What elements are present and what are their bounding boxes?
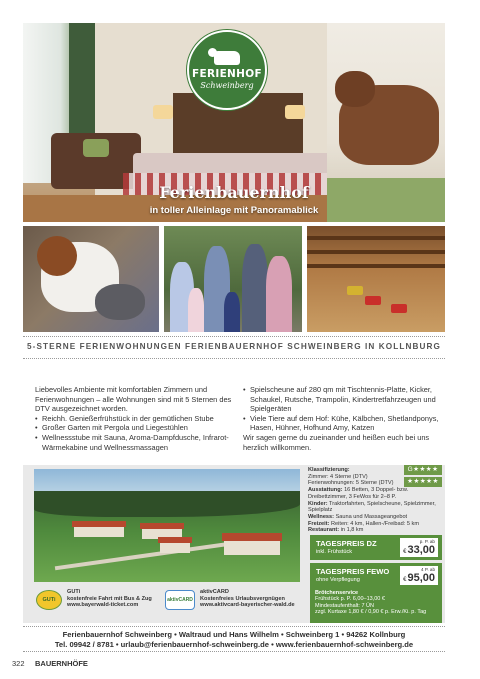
price-subtitle: inkl. Frühstück: [316, 549, 353, 555]
aktivcard-title: aktivCARD: [200, 589, 229, 595]
logo-name: FERIENHOF: [192, 67, 262, 80]
price-title: TAGESPREIS DZ: [316, 539, 377, 548]
photo-family: [164, 226, 302, 332]
divider: [23, 651, 445, 652]
list-item: • Spielscheune auf 280 qm mit Tischtennis-Platte, Kicker, Schaukel, Rutsche, Trampolin, Kindertretfahrzeugen und Spielgeräten: [243, 385, 448, 414]
breakfast-info: [310, 587, 442, 623]
roof-beam: [307, 264, 445, 268]
rating-badge-f: ★★★★★: [404, 477, 442, 487]
currency-symbol: €: [403, 577, 407, 583]
outro-text: Wir sagen gerne du zueinander und heißen euch bei uns herzlich willkommen.: [243, 432, 430, 452]
breakfast-line: Mindestaufenthalt: 7 ÜN: [315, 602, 375, 609]
person: [188, 288, 204, 332]
cow-head-painting: [335, 71, 375, 107]
price-dz: [310, 535, 442, 560]
toy-vehicle: [391, 304, 407, 313]
feature-list: [35, 414, 235, 452]
fact-value: Sauna und Massageangebot: [335, 513, 408, 520]
fact-value: Reiten: 4 km, Hallen-/Freibad: 5 km: [331, 520, 419, 527]
person: [266, 256, 292, 332]
price-box: [400, 566, 438, 585]
hero-title: Ferienbauernhof: [159, 183, 309, 202]
divider: [23, 626, 445, 627]
breakfast-line: zzgl. Kurtaxe 1,80 € / 0,90 € p. Erw./Ki. p. Tag: [315, 609, 427, 616]
farm-roof: [158, 537, 192, 543]
photo-play-barn: [307, 226, 445, 332]
fact-label: Kinder:: [308, 500, 328, 507]
guti-desc: kostenfreie Fahrt mit Bus & Zug: [67, 595, 152, 602]
farm-building: [224, 539, 280, 555]
price-fewo: [310, 563, 442, 588]
contact-line[interactable]: Tel. 09942 / 8781 • urlaub@ferienbauernhof-schweinberg.de • www.ferienbauernhof-schweinberg.de: [54, 640, 414, 649]
aktivcard-info: [200, 589, 308, 609]
kitten: [95, 284, 145, 320]
aktivcard-link[interactable]: www.aktivcard-bayerischer-wald.de: [200, 602, 295, 609]
price-per: 4 P. ab: [421, 567, 435, 572]
divider: [23, 358, 445, 359]
guti-logo-text: GUTi: [42, 597, 56, 603]
person: [224, 292, 240, 332]
currency-symbol: €: [403, 549, 407, 555]
wall-lamp: [153, 105, 173, 119]
cow-icon: [214, 51, 240, 65]
aktivcard-logo: [165, 590, 195, 610]
page-number: 322: [12, 659, 25, 668]
toy-vehicle: [347, 286, 363, 295]
forest: [34, 491, 300, 517]
farm-roof: [140, 523, 184, 529]
list-item: • Großer Garten mit Pergola und Liegestühlen: [35, 423, 235, 433]
wall-lamp: [285, 105, 305, 119]
fact-value: in 1,8 km: [340, 527, 364, 534]
fact-label: Freizeit:: [308, 520, 330, 527]
guti-link[interactable]: www.bayerwald-ticket.com: [67, 602, 139, 609]
aerial-photo: [34, 469, 300, 582]
person: [242, 244, 268, 332]
dog-ear: [37, 236, 77, 276]
photo-dog-and-cat: [23, 226, 159, 332]
hero-subtitle: in toller Alleinlage mit Panoramablick: [149, 205, 319, 216]
amount-value: 33,00: [407, 544, 435, 556]
ferienhof-logo: [187, 30, 267, 110]
description-left: [35, 385, 235, 452]
price-box: [400, 538, 438, 557]
aktivcard-logo-text: aktivCARD: [167, 597, 193, 603]
price-amount: [403, 572, 435, 586]
list-item: • Wellnessstube mit Sauna, Aroma-Dampfdusche, Infrarot-Wärmekabine und Wellnessmassagen: [35, 433, 235, 452]
roof-beam: [307, 250, 445, 254]
price-subtitle: ohne Verpflegung: [316, 577, 360, 583]
rating-badge-g: G★★★★: [404, 465, 442, 475]
cushion: [83, 139, 109, 157]
list-item: • Viele Tiere auf dem Hof: Kühe, Kälbchen, Shetlandponys, Hasen, Hühner, Hofhund Amy, Katzen: [243, 414, 448, 433]
logo-script: Schweinberg: [200, 80, 254, 90]
roof-beam: [307, 236, 445, 240]
fact-label: Klassifizierung:: [308, 467, 350, 473]
price-per: p. P. ab: [419, 539, 435, 544]
fact-value: Ferienwohnungen: 5 Sterne (DTV): [308, 480, 394, 487]
fact-value: Traktorfahrten, Spielscheune, Spielzimmer, Spielplatz: [308, 500, 436, 514]
page-headline: 5-STERNE FERIENWOHNUNGEN FERIENBAUERNHOF SCHWEINBERG IN KOLLNBURG: [26, 342, 441, 351]
fact-label: Wellness:: [308, 513, 335, 520]
divider: [23, 336, 445, 337]
guti-title: GUTi: [67, 589, 81, 595]
feature-list: [243, 385, 448, 433]
amount-value: 95,00: [407, 572, 435, 584]
breakfast-line: Brötchenservice: [315, 590, 359, 596]
contact-line: Ferienbauernhof Schweinberg • Waltraud und Hans Wilhelm • Schweinberg 1 • 94262 Kollnburg: [62, 630, 406, 639]
fact-label: Ausstattung:: [308, 487, 343, 494]
facts-list: [308, 467, 440, 534]
farm-roof: [72, 521, 126, 527]
fact-label: Restaurant:: [308, 527, 340, 534]
guti-logo: [36, 590, 62, 610]
description-right: [243, 385, 448, 452]
section-title: BAUERNHÖFE: [35, 659, 88, 668]
guti-info: [67, 589, 165, 609]
price-title: TAGESPREIS FEWO: [316, 567, 390, 576]
farm-roof: [222, 533, 282, 541]
breakfast-line: Frühstück p. P. 6,00–13,00 €: [315, 596, 385, 603]
aktivcard-desc: Kostenfreies Urlaubsvergnügen: [200, 595, 285, 602]
intro-text: Liebevolles Ambiente mit komfortablen Zimmern und Ferienwohnungen – alle Wohnungen sind mit 5 Sternen des DTV ausgezeichnet worden.: [35, 385, 232, 414]
list-item: • Reichh. Genießerfrühstück in der gemütlichen Stube: [35, 414, 235, 424]
price-amount: [403, 544, 435, 558]
toy-vehicle: [365, 296, 381, 305]
fact-value: 16 Betten, 3 Doppel- bzw. Dreibettzimmer, 3 FeWos für 2–8 P.: [308, 487, 409, 500]
fact-value: Zimmer: 4 Sterne (DTV): [308, 473, 368, 480]
